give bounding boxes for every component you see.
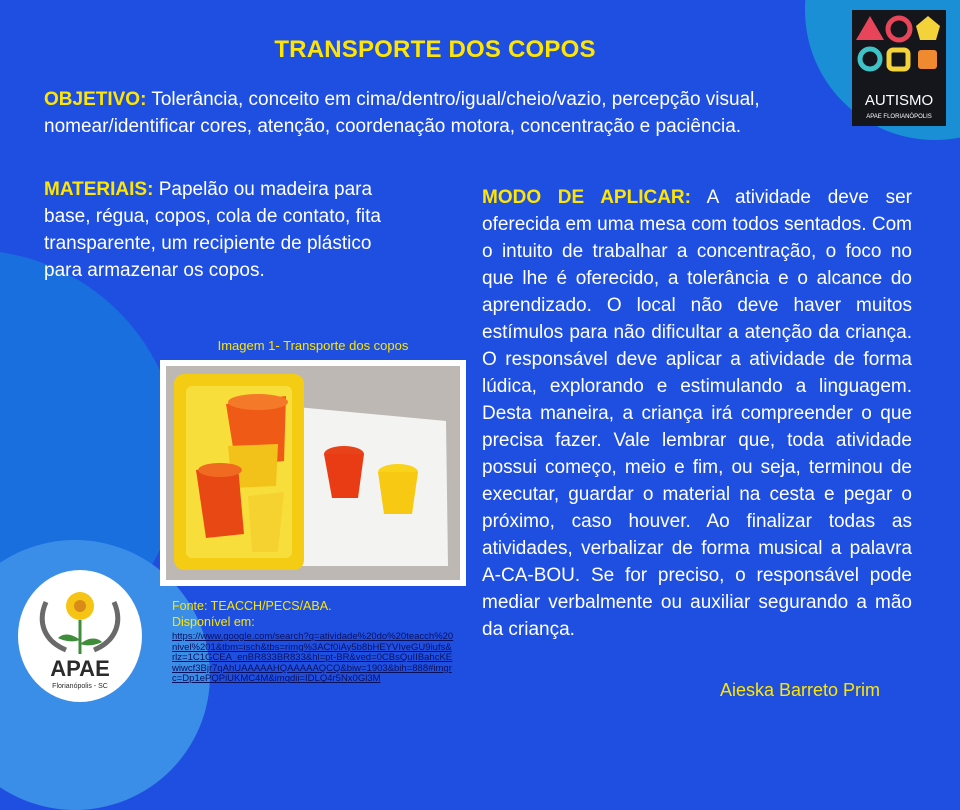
apae-logo-city: Florianópolis - SC bbox=[52, 683, 108, 690]
materials-paragraph bbox=[44, 176, 414, 284]
image-caption: Imagem 1- Transporte dos copos bbox=[217, 338, 409, 353]
author-name: Aieska Barreto Prim bbox=[720, 680, 881, 700]
autismo-logo bbox=[852, 10, 946, 126]
cups-photo-illustration bbox=[166, 366, 460, 580]
source-line-1: Fonte: TEACCH/PECS/ABA. bbox=[172, 599, 332, 613]
page-title: TRANSPORTE DOS COPOS bbox=[274, 36, 596, 63]
source-link[interactable]: https://www.google.com/search?q=atividade%20do%20teacch%20nivel%201&tbm=isch&tbs=rimg%3ACf0iAy5b8bHEYVIveGU9iufs&rlz=1C1GCEA_enBR833BR833&hl=pt-BR&ved=0CBsQuIIBahcKEwiwcf3Bjr7qAhUAAAAAHQAAAAAQCQ&biw=1903&bih=888#imgrc=Dp1ePQPiUKMC4M&imgdii=IDLQ4r5Nx0Gl3M bbox=[172, 631, 454, 685]
apae-logo-name: APAE bbox=[50, 656, 110, 681]
source-line-2: Disponível em: bbox=[172, 615, 255, 629]
objective-label: OBJETIVO: bbox=[44, 89, 147, 110]
mode-text: A atividade deve ser oferecida em uma mesa com todos sentados. Com o intuito de trabalhar a concentração, o foco no que lhe é oferecido, a tolerância e o alcance do aprendizado. O local não deve haver muitos estímulos para não dificultar a atenção da criança. O responsável deve aplicar a atividade de forma lúdica, explorando e estimulando a linguagem. Desta maneira, a criança irá compreender o que precisa fazer. Vale lembrar que, toda atividade possui começo, meio e fim, ou seja, terminou de executar, guardar o material na cesta e pegar o próximo, caso houver. Ao finalizar todas as atividades, verbalizar de forma musical a palavra A-CA-BOU. Se for preciso, o responsável pode mediar verbalmente ou auxiliar segurando a mão da criança. bbox=[482, 187, 912, 640]
apae-logo-graphic bbox=[18, 570, 142, 702]
autismo-logo-title: AUTISMO bbox=[864, 92, 934, 109]
objective-text: Tolerância, conceito em cima/dentro/igual/cheio/vazio, percepção visual, nomear/identificar cores, atenção, coordenação motora, concentração e paciência. bbox=[44, 89, 760, 137]
autismo-logo-graphic bbox=[852, 10, 946, 126]
objective-paragraph bbox=[44, 86, 804, 140]
mode-label: MODO DE APLICAR: bbox=[482, 187, 691, 208]
activity-photo bbox=[160, 360, 466, 586]
autismo-logo-subtitle: APAE FLORIANÓPOLIS bbox=[866, 114, 932, 120]
mode-paragraph bbox=[482, 184, 912, 643]
materials-text: Papelão ou madeira para base, régua, copos, cola de contato, fita transparente, um recipiente de plástico para armazenar os copos. bbox=[44, 179, 381, 281]
apae-logo bbox=[18, 570, 142, 702]
source-block bbox=[172, 598, 332, 630]
materials-label: MATERIAIS: bbox=[44, 179, 154, 200]
